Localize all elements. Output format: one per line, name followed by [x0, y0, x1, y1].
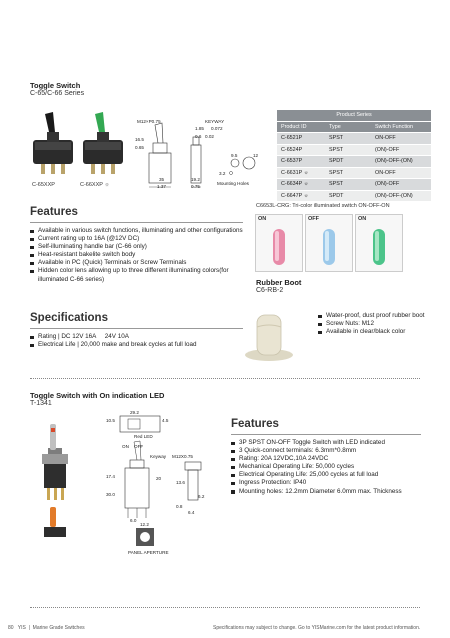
- section-subtitle-led: T-1341: [30, 400, 52, 407]
- section-divider: [30, 378, 420, 379]
- rubber-boot-features: [318, 312, 428, 336]
- section-title-toggle-switch: Toggle Switch: [30, 81, 81, 90]
- table-row: C-6524P SPST (ON)-OFF: [277, 144, 431, 156]
- red-led-label: Red LED: [134, 434, 153, 439]
- panel-aperture-label: PANEL APERTURE: [128, 550, 169, 555]
- list-item: Available in clear/black color: [318, 328, 428, 336]
- dim-e: 20: [156, 476, 162, 481]
- product-series-table: [277, 110, 431, 202]
- dim-k: 6.0: [130, 518, 137, 523]
- footer-divider: [30, 607, 420, 608]
- product-image-led-on: [30, 507, 80, 537]
- dim-j: 17.4: [106, 474, 115, 479]
- footer-left: 80 YIS | Marine Grade Switches: [8, 625, 85, 631]
- table-row: C-6634P ☼ SPST (ON)-OFF: [277, 179, 431, 191]
- list-item: Screw Nuts: M12: [318, 320, 428, 328]
- product-image-t1341: [30, 420, 80, 505]
- dim-w2: 1.37: [157, 184, 166, 189]
- table-title: Product Series: [277, 110, 431, 121]
- dim-d: 4.5: [162, 418, 169, 423]
- product-image-c66: [81, 112, 125, 180]
- table-row: C-6537P SPDT (ON)-OFF-(ON): [277, 156, 431, 168]
- specifications-list: [30, 333, 245, 349]
- dim-d3: 3.2: [219, 171, 226, 176]
- dim-h1: 16.5: [135, 137, 144, 142]
- dimension-drawing-c65: [135, 115, 273, 195]
- list-item: Ingress Protection: IP40: [231, 479, 426, 487]
- footer-section: Marine Grade Switches: [32, 625, 85, 631]
- caption-c65: C-65XXP: [32, 182, 55, 188]
- off-label: OFF: [134, 444, 144, 449]
- page-number: 80: [8, 625, 14, 631]
- dim-g: 6.2: [198, 494, 205, 499]
- table-row: C-6647P ☼ SPDT (ON)-OFF-(ON): [277, 190, 431, 202]
- dim-thread: M12×P0.75: [137, 119, 161, 124]
- rubber-boot-title: Rubber Boot: [256, 278, 302, 287]
- dim-h: 12.2: [140, 522, 149, 527]
- dim-k3: 0.6: [195, 134, 202, 139]
- divider: [231, 434, 421, 435]
- table-row: C-6631P ☼ SPST ON-OFF: [277, 167, 431, 179]
- dim-a: 29.2: [130, 410, 139, 415]
- col-switch-function: Switch Function: [371, 121, 431, 133]
- product-image-c65: [31, 112, 75, 180]
- list-item: Available in PC (Quick) Terminals or Screw Terminals: [30, 259, 245, 267]
- dim-k1: 1.85: [195, 126, 204, 131]
- dim-l: 6.4: [188, 510, 195, 515]
- list-item: Mounting holes: 12.2mm Diameter 6.0mm max. Thickness: [231, 488, 426, 496]
- rubber-boot-subtitle: C6-RB-2: [256, 287, 284, 294]
- tricolor-label-on-2: ON: [358, 216, 367, 222]
- list-item: Water-proof, dust proof rubber boot: [318, 312, 428, 320]
- keyway-label: Keyway: [150, 454, 167, 459]
- list-item: Current rating up to 16A (@12V DC): [30, 235, 245, 243]
- list-item: Available in various switch functions, illuminating and other configurations: [30, 227, 245, 235]
- section-title-led-switch: Toggle Switch with On indication LED: [30, 391, 165, 400]
- list-item: Hidden color lens allowing up to three different illuminating colors(for illuminated C-66 series): [30, 267, 245, 283]
- list-item: Electrical Operating Life: 25,000 cycles at full load: [231, 471, 426, 479]
- divider: [30, 222, 243, 223]
- thread-label: M12X0.75: [172, 454, 193, 459]
- list-item: 3P SPST ON-OFF Toggle Switch with LED indicated: [231, 439, 426, 447]
- tricolor-label-on: ON: [258, 216, 267, 222]
- list-item: 3 Quick-connect terminals: 6.3mm*0.8mm: [231, 447, 426, 455]
- dim-keyway: KEYWAY: [205, 119, 225, 124]
- dim-k2: 0.072: [211, 126, 223, 131]
- dim-w4: 0.75: [191, 184, 200, 189]
- divider: [30, 328, 243, 329]
- caption-c66: C-66XXP ☼: [80, 182, 110, 188]
- col-type: Type: [325, 121, 371, 133]
- tricolor-images: [255, 214, 405, 270]
- list-item: Rating: 20A 12VDC,10A 24VDC: [231, 455, 426, 463]
- spec-rating: Rating | DC 12V 16A 24V 10A: [30, 333, 245, 341]
- list-item: Mechanical Operating Life: 50,000 cycles: [231, 463, 426, 471]
- dim-i: 30.0: [106, 492, 115, 497]
- brand: YIS: [17, 625, 26, 631]
- tricolor-label-off: OFF: [308, 216, 319, 222]
- tricolor-caption: C6653L-CRG: Tri-color illuminated switch ON-OFF-ON: [256, 203, 390, 209]
- col-product-id: Product ID: [277, 121, 325, 133]
- list-item: Self-illuminating handle bar (C-66 only): [30, 243, 245, 251]
- features-list-led: [231, 439, 426, 496]
- dim-b: 10.5: [106, 418, 115, 423]
- dim-h2: 0.65: [135, 145, 144, 150]
- dim-mount: Mounting Holes: [217, 181, 249, 186]
- dim-w1: 35: [159, 177, 165, 182]
- spec-electrical-life: Electrical Life | 20,000 make and break cycles at full load: [30, 341, 245, 349]
- footer-note: Specifications may subject to change. Go to YISMarine.com for the latest product information.: [213, 625, 421, 631]
- on-label: ON: [122, 444, 129, 449]
- dim-c: 13.6: [176, 480, 185, 485]
- dim-d1: 9.5: [231, 153, 238, 158]
- list-item: Heat-resistant bakelite switch body: [30, 251, 245, 259]
- dim-w3: 19.2: [191, 177, 200, 182]
- section-subtitle: C-65/C-66 Series: [30, 90, 85, 97]
- features-title: Features: [30, 206, 78, 218]
- dim-f: 0.8: [176, 504, 183, 509]
- dimension-drawing-t1341: [100, 410, 220, 560]
- specifications-title: Specifications: [30, 312, 108, 324]
- features-title-led: Features: [231, 418, 279, 430]
- dim-d2: 12: [253, 153, 259, 158]
- table-row: C-6521P SPST ON-OFF: [277, 133, 431, 145]
- rubber-boot-image: [242, 303, 297, 363]
- dim-k4: 0.02: [205, 134, 214, 139]
- features-list: [30, 227, 245, 284]
